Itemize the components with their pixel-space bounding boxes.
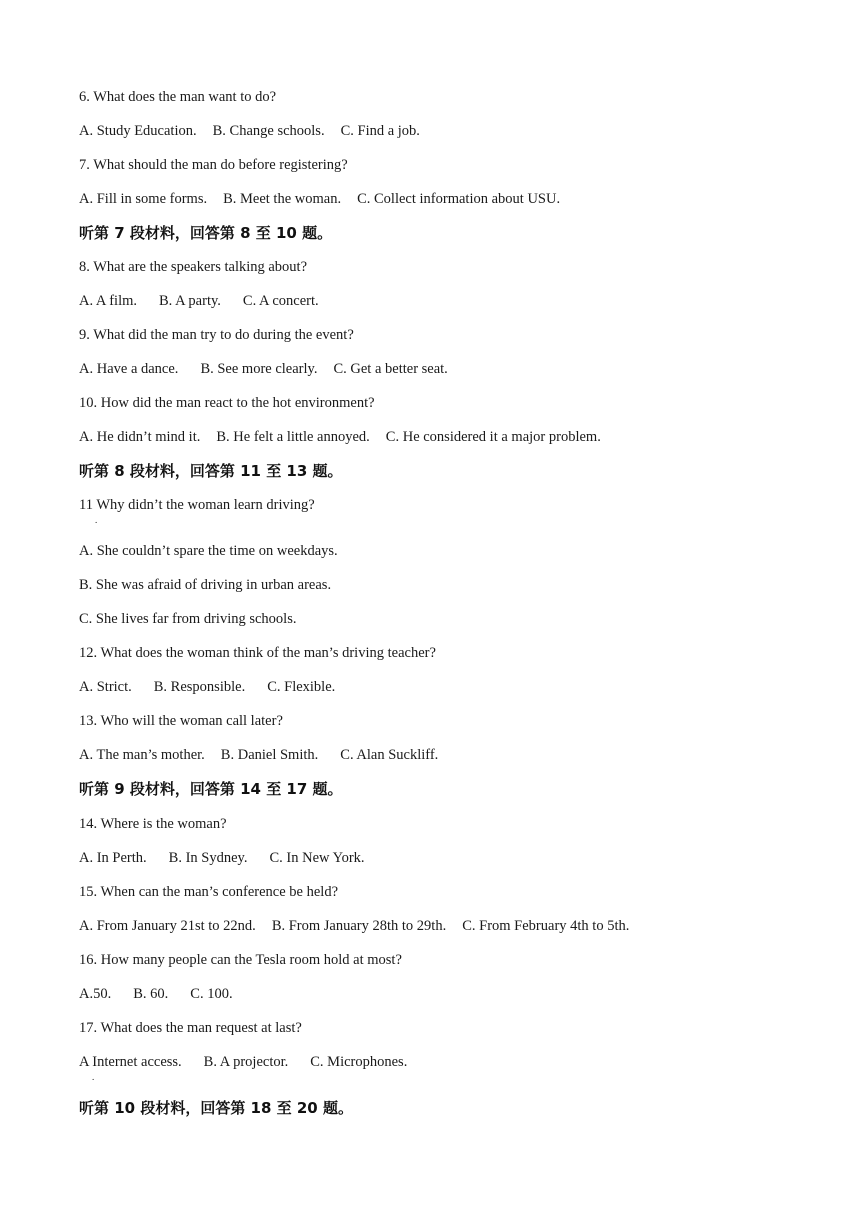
question-text: 17. What does the man request at last?	[79, 1020, 302, 1036]
answer-option: C. Microphones.	[310, 1054, 408, 1070]
answer-option: C. Collect information about USU.	[357, 191, 561, 207]
answer-option: C. In New York.	[269, 850, 365, 866]
answer-option: A Internet access.	[79, 1054, 182, 1070]
answer-option: A. Have a dance.	[79, 361, 179, 377]
answer-option: C. 100.	[190, 986, 233, 1002]
answer-option: C. From February 4th to 5th.	[462, 918, 630, 934]
section-heading: 听第 9 段材料，回答第 14 至 17 题。	[79, 780, 343, 798]
question-text: 15. When can the man’s conference be held?	[79, 884, 339, 900]
answer-option: C. Alan Suckliff.	[340, 747, 439, 763]
answer-option: A. From January 21st to 22nd.	[79, 918, 256, 934]
answer-option: B. Meet the woman.	[223, 191, 342, 207]
question-text: 11 Why didn’t the woman learn driving?	[79, 497, 315, 513]
answer-options	[79, 190, 560, 208]
answer-option: B. Responsible.	[153, 679, 246, 695]
answer-option: A. Fill in some forms.	[79, 191, 208, 207]
question-text: B. She was afraid of driving in urban areas.	[79, 577, 332, 593]
question-text: 6. What does the man want to do?	[79, 89, 277, 105]
answer-option: A.50.	[79, 986, 112, 1002]
answer-option: B. A party.	[159, 293, 221, 309]
answer-options	[79, 122, 420, 140]
answer-option: B. He felt a little annoyed.	[216, 429, 370, 445]
answer-options	[79, 1053, 407, 1071]
answer-option: C. Get a better seat.	[333, 361, 448, 377]
question-text: 16. How many people can the Tesla room hold at most?	[79, 952, 402, 968]
question-text: C. She lives far from driving schools.	[79, 611, 297, 627]
answer-option: A. In Perth.	[79, 850, 147, 866]
section-heading: 听第 10 段材料，回答第 18 至 20 题。	[79, 1099, 353, 1117]
answer-options	[79, 849, 365, 867]
question-text: 14. Where is the woman?	[79, 816, 227, 832]
answer-options	[79, 428, 601, 446]
answer-option: B. 60.	[133, 986, 169, 1002]
answer-options	[79, 917, 629, 935]
answer-option: B. In Sydney.	[168, 850, 248, 866]
answer-options	[79, 746, 438, 764]
answer-option: B. Daniel Smith.	[220, 747, 319, 763]
question-text: 7. What should the man do before registering?	[79, 157, 348, 173]
answer-option: A. He didn’t mind it.	[79, 429, 201, 445]
question-text: 9. What did the man try to do during the event?	[79, 327, 354, 343]
answer-option: C. Flexible.	[267, 679, 336, 695]
answer-option: A. A film.	[79, 293, 138, 309]
answer-option: A. Strict.	[79, 679, 132, 695]
stray-dot: .	[95, 515, 98, 525]
question-text: 8. What are the speakers talking about?	[79, 259, 308, 275]
question-text: 12. What does the woman think of the man’s driving teacher?	[79, 645, 436, 661]
answer-options	[79, 292, 319, 310]
answer-option: C. He considered it a major problem.	[385, 429, 601, 445]
answer-option: A. Study Education.	[79, 123, 197, 139]
answer-option: B. Change schools.	[212, 123, 325, 139]
answer-options	[79, 985, 233, 1003]
answer-option: B. A projector.	[203, 1054, 289, 1070]
question-text: 10. How did the man react to the hot environment?	[79, 395, 375, 411]
answer-option: B. See more clearly.	[200, 361, 318, 377]
question-text: 13. Who will the woman call later?	[79, 713, 283, 729]
answer-options	[79, 360, 448, 378]
answer-option: B. From January 28th to 29th.	[271, 918, 447, 934]
answer-options	[79, 678, 335, 696]
answer-option: C. A concert.	[242, 293, 319, 309]
answer-option: A. The man’s mother.	[79, 747, 205, 763]
section-heading: 听第 8 段材料，回答第 11 至 13 题。	[79, 462, 343, 480]
stray-dot: .	[92, 1072, 95, 1082]
question-text: A. She couldn’t spare the time on weekdays.	[79, 543, 338, 559]
answer-option: C. Find a job.	[340, 123, 420, 139]
section-heading: 听第 7 段材料，回答第 8 至 10 题。	[79, 224, 333, 242]
